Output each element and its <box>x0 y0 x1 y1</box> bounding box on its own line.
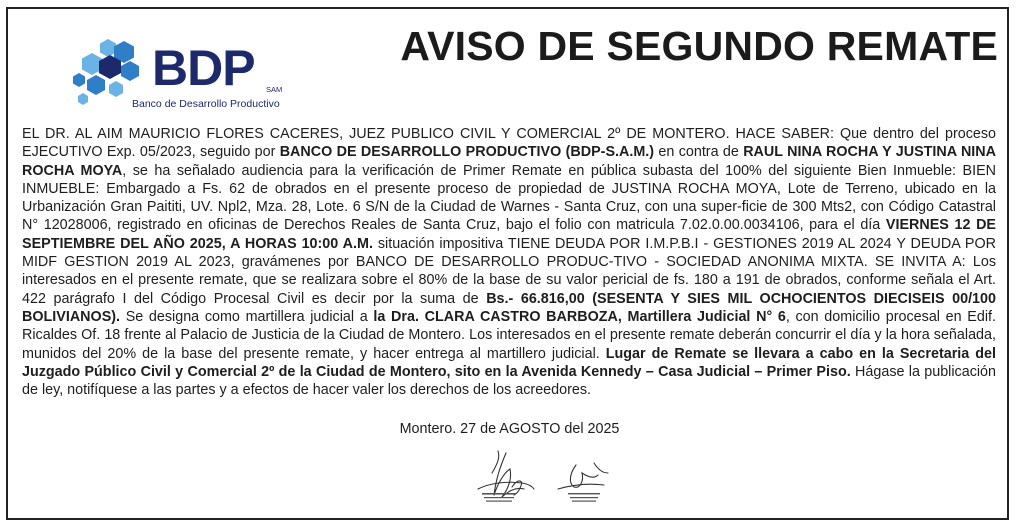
notice-body <box>22 125 996 399</box>
body-text-6: , con domicilio procesal en Edif. Ricaldes Of. 18 frente al Palacio de Justicia de la Ciudad de Montero. Los interesados en el presente remate deberán concurrir el día y la hora señalada, munidos del 20% de la base del presente remate, y hacer entrega al martillero judicial. <box>22 308 996 362</box>
header <box>8 9 1011 113</box>
notice-frame <box>6 7 1009 520</box>
svg-text:BDP: BDP <box>152 40 255 96</box>
body-text-7: Hágase la publicación de ley, notifíquese a las partes y a efectos de hacer valer los derechos de los acreedores. <box>22 363 997 399</box>
body-text-4: situación impositiva TIENE DEUDA POR I.M.P.B.I - GESTIONES 2019 AL 2024 Y DEUDA POR MIDF GESTION 2019 AL 2023, gravámenes por BANCO DE DESARROLLO PRODUC-TIVO - SOCIEDAD ANONIMA MIXTA. SE INVITA A: Los interesados en el presente remate, que se realizara sobre el 80% de la base de su valor pericial de fs. 180 a 191 de obrados, conforme señala el Art. 422 parágrafo I del Código Procesal Civil es decir por la suma de <box>22 235 996 307</box>
svg-text:Banco de Desarrollo Productivo: Banco de Desarrollo Productivo <box>132 98 280 110</box>
body-text-1: EL DR. AL AIM MAURICIO FLORES CACERES, JUEZ PUBLICO CIVIL Y COMERCIAL 2º DE MONTERO. HACE SABER: Que dentro del proceso EJECUTIVO Exp. 05/2023, seguido por <box>22 126 996 161</box>
body-bold-defendants: RAUL NINA ROCHA Y JUSTINA NINA ROCHA MOYA <box>22 144 997 179</box>
svg-text:SAM: SAM <box>266 85 283 94</box>
body-bold-location: Lugar de Remate se llevara a cabo en la Secretaria del Juzgado Público Civil y Comercial 2º de la Ciudad de Montero, sito en la Avenida Kennedy – Casa Judicial – Primer Piso. <box>22 345 996 380</box>
signatures <box>448 443 638 521</box>
body-bold-auctioneer: la Dra. CLARA CASTRO BARBOZA, Martillera Judicial N° 6 <box>373 308 786 325</box>
signature-icon <box>448 443 638 521</box>
body-bold-auction-date: VIERNES 12 DE SEPTIEMBRE DEL AÑO 2025, A HORAS 10:00 A.M. <box>22 217 996 252</box>
hexagon-cluster-icon <box>73 39 139 105</box>
body-text-2: en contra de <box>654 144 744 161</box>
body-text-3: , se ha señalado audiencia para la verificación de Primer Remate en pública subasta del 100% del siguiente Bien Inmueble: BIEN INMUEBLE: Embargado a Fs. 62 de obrados en el presente proceso de propiedad de JUSTINA ROCHA MOYA, Lote de Terreno, ubicado en la Urbanización Gran Paititi, UV. Npl2, Mza. 28, Lote. 6 S/N de la Ciudad de Warnes - Santa Cruz, con una super-ficie de 300 Mts2, con Código Catastral N° 12028006, registrado en oficinas de Derechos Reales de Santa Cruz, bajo el folio con matricula 7.02.0.00.0034106, para el día <box>22 162 996 234</box>
body-bold-plaintiff: BANCO DE DESARROLLO PRODUCTIVO (BDP-S.A.M.) <box>279 144 655 161</box>
bdp-logo-icon <box>72 37 302 113</box>
body-bold-amount: Bs.- 66.816,00 (SESENTA Y SIES MIL OCHOCIENTOS DIECISEIS 00/100 BOLIVIANOS). <box>22 290 996 325</box>
notice-title: AVISO DE SEGUNDO REMATE <box>400 23 998 69</box>
place-date: Montero. 27 de AGOSTO del 2025 <box>399 421 620 437</box>
body-text-5: Se designa como martillera judicial a <box>120 308 374 325</box>
bdp-logo <box>72 37 302 113</box>
